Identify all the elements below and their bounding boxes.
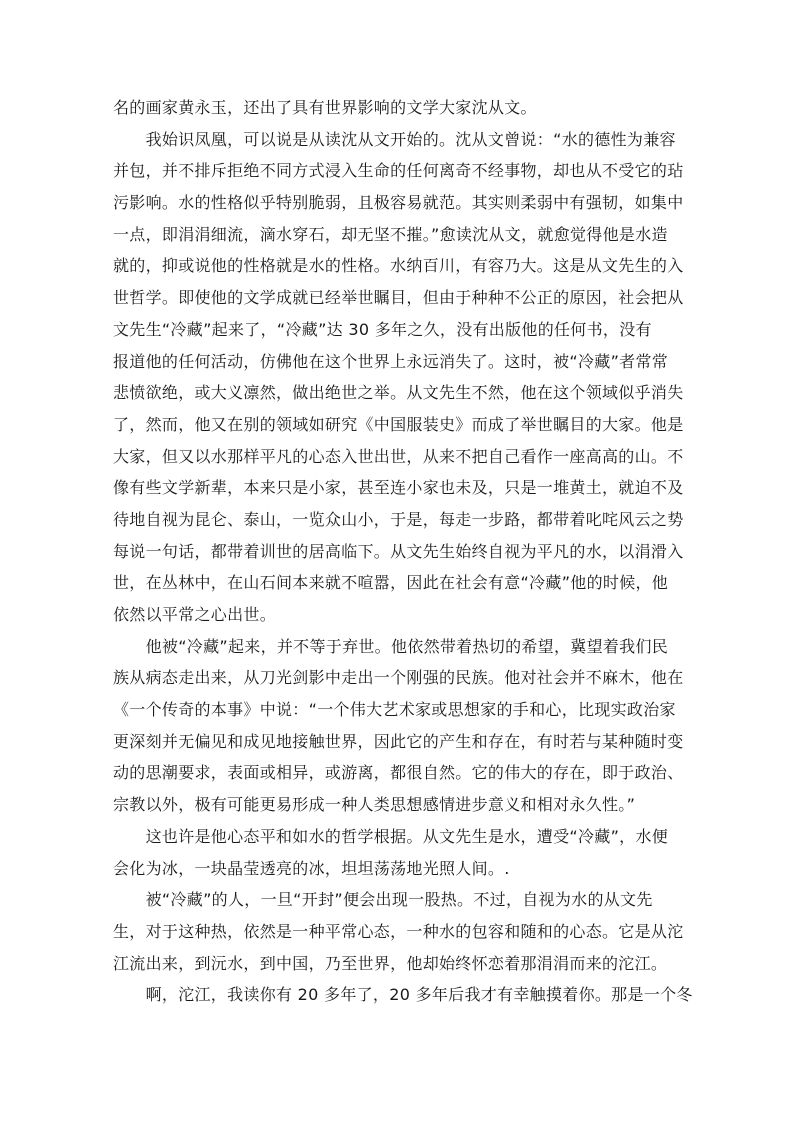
text-line: 报道他的任何活动，仿佛他在这个世界上永远消失了。这时，被“冷藏”者常常 [113,351,669,371]
body-text [113,92,693,1011]
text-line: 我始识凤凰，可以说是从读沈从文开始的。沈从文曾说：“水的德性为兼容 [113,129,676,149]
text-line: 《一个传奇的本事》中说：“一个伟大艺术家或思想家的手和心，比现实政治家 [113,700,676,720]
text-line: 悲愤欲绝，或大义凛然，做出绝世之举。从文先生不然，他在这个领域似乎消失 [113,383,684,403]
text-line: 他被“冷藏”起来，并不等于弃世。他依然带着热切的希望，冀望着我们民 [113,636,669,656]
text-line: 了，然而，他又在别的领域如研究《中国服装史》而成了举世瞩目的大家。他是 [113,414,684,434]
text-line: 文先生“冷藏”起来了，“冷藏”达 30 多年之久，没有出版他的任何书，没有 [113,319,652,339]
text-line: 族从病态走出来，从刀光剑影中走出一个刚强的民族。他对社会并不麻木，他在 [113,668,684,688]
text-line: 更深刻并无偏见和成见地接触世界，因此它的产生和存在，有时若与某种随时变 [113,731,684,751]
text-line: 宗教以外，极有可能更易形成一种人类思想感情进步意义和相对永久性。” [113,795,636,815]
text-line: 依然以平常之心出世。 [113,605,277,624]
text-line: 被“冷藏”的人，一旦“开封”便会出现一股热。不过，自视为水的从文先 [113,890,653,910]
text-line: 世，在丛林中，在山石间本来就不喧嚣，因此在社会有意“冷藏”他的时候，他 [113,573,669,593]
text-line: 像有些文学新辈，本来只是小家，甚至连小家也未及，只是一堆黄土，就迫不及 [113,478,684,498]
text-line: 每说一句话，都带着训世的居高临下。从文先生始终自视为平凡的水，以涓滑入 [113,541,684,561]
text-line: 世哲学。即使他的文学成就已经举世瞩目，但由于种种不公正的原因，社会把从 [113,288,684,308]
text-line: 待地自视为昆仑、泰山，一览众山小，于是，每走一步路，都带着叱咤风云之势 [113,509,684,529]
text-line: 会化为冰，一块晶莹透亮的冰，坦坦荡荡地光照人间。. [113,858,510,878]
text-line: 生，对于这种热，依然是一种平常心态，一种水的包容和随和的心态。它是从沱 [113,921,684,941]
text-line: 污影响。水的性格似乎特别脆弱，且极容易就范。其实则柔弱中有强韧，如集中 [113,193,684,213]
text-line: 大家，但又以水那样平凡的心态入世出世，从来不把自己看作一座高高的山。不 [113,446,684,466]
text-line: 名的画家黄永玉，还出了具有世界影响的文学大家沈从文。 [113,98,537,117]
text-line: 就的，抑或说他的性格就是水的性格。水纳百川，有容乃大。这是从文先生的入 [113,256,684,276]
text-line: 一点，即涓涓细流，滴水穿石，却无坚不摧。”愈读沈从文，就愈觉得他是水造 [113,224,668,244]
text-line: 江流出来，到沅水，到中国，乃至世界，他却始终怀恋着那涓涓而来的沱江。 [113,953,668,973]
text-line: 并包，并不排斥拒绝不同方式浸入生命的任何离奇不经事物，却也从不受它的玷 [113,161,684,181]
text-line: 啊，沱江，我读你有 20 多年了，20 多年后我才有幸触摸着你。那是一个冬 [113,985,693,1005]
text-line: 动的思潮要求，表面或相异，或游离，都很自然。它的伟大的存在，即于政治、 [113,763,684,783]
text-line: 这也许是他心态平和如水的哲学根据。从文先生是水，遭受“冷藏”，水便 [113,826,669,846]
